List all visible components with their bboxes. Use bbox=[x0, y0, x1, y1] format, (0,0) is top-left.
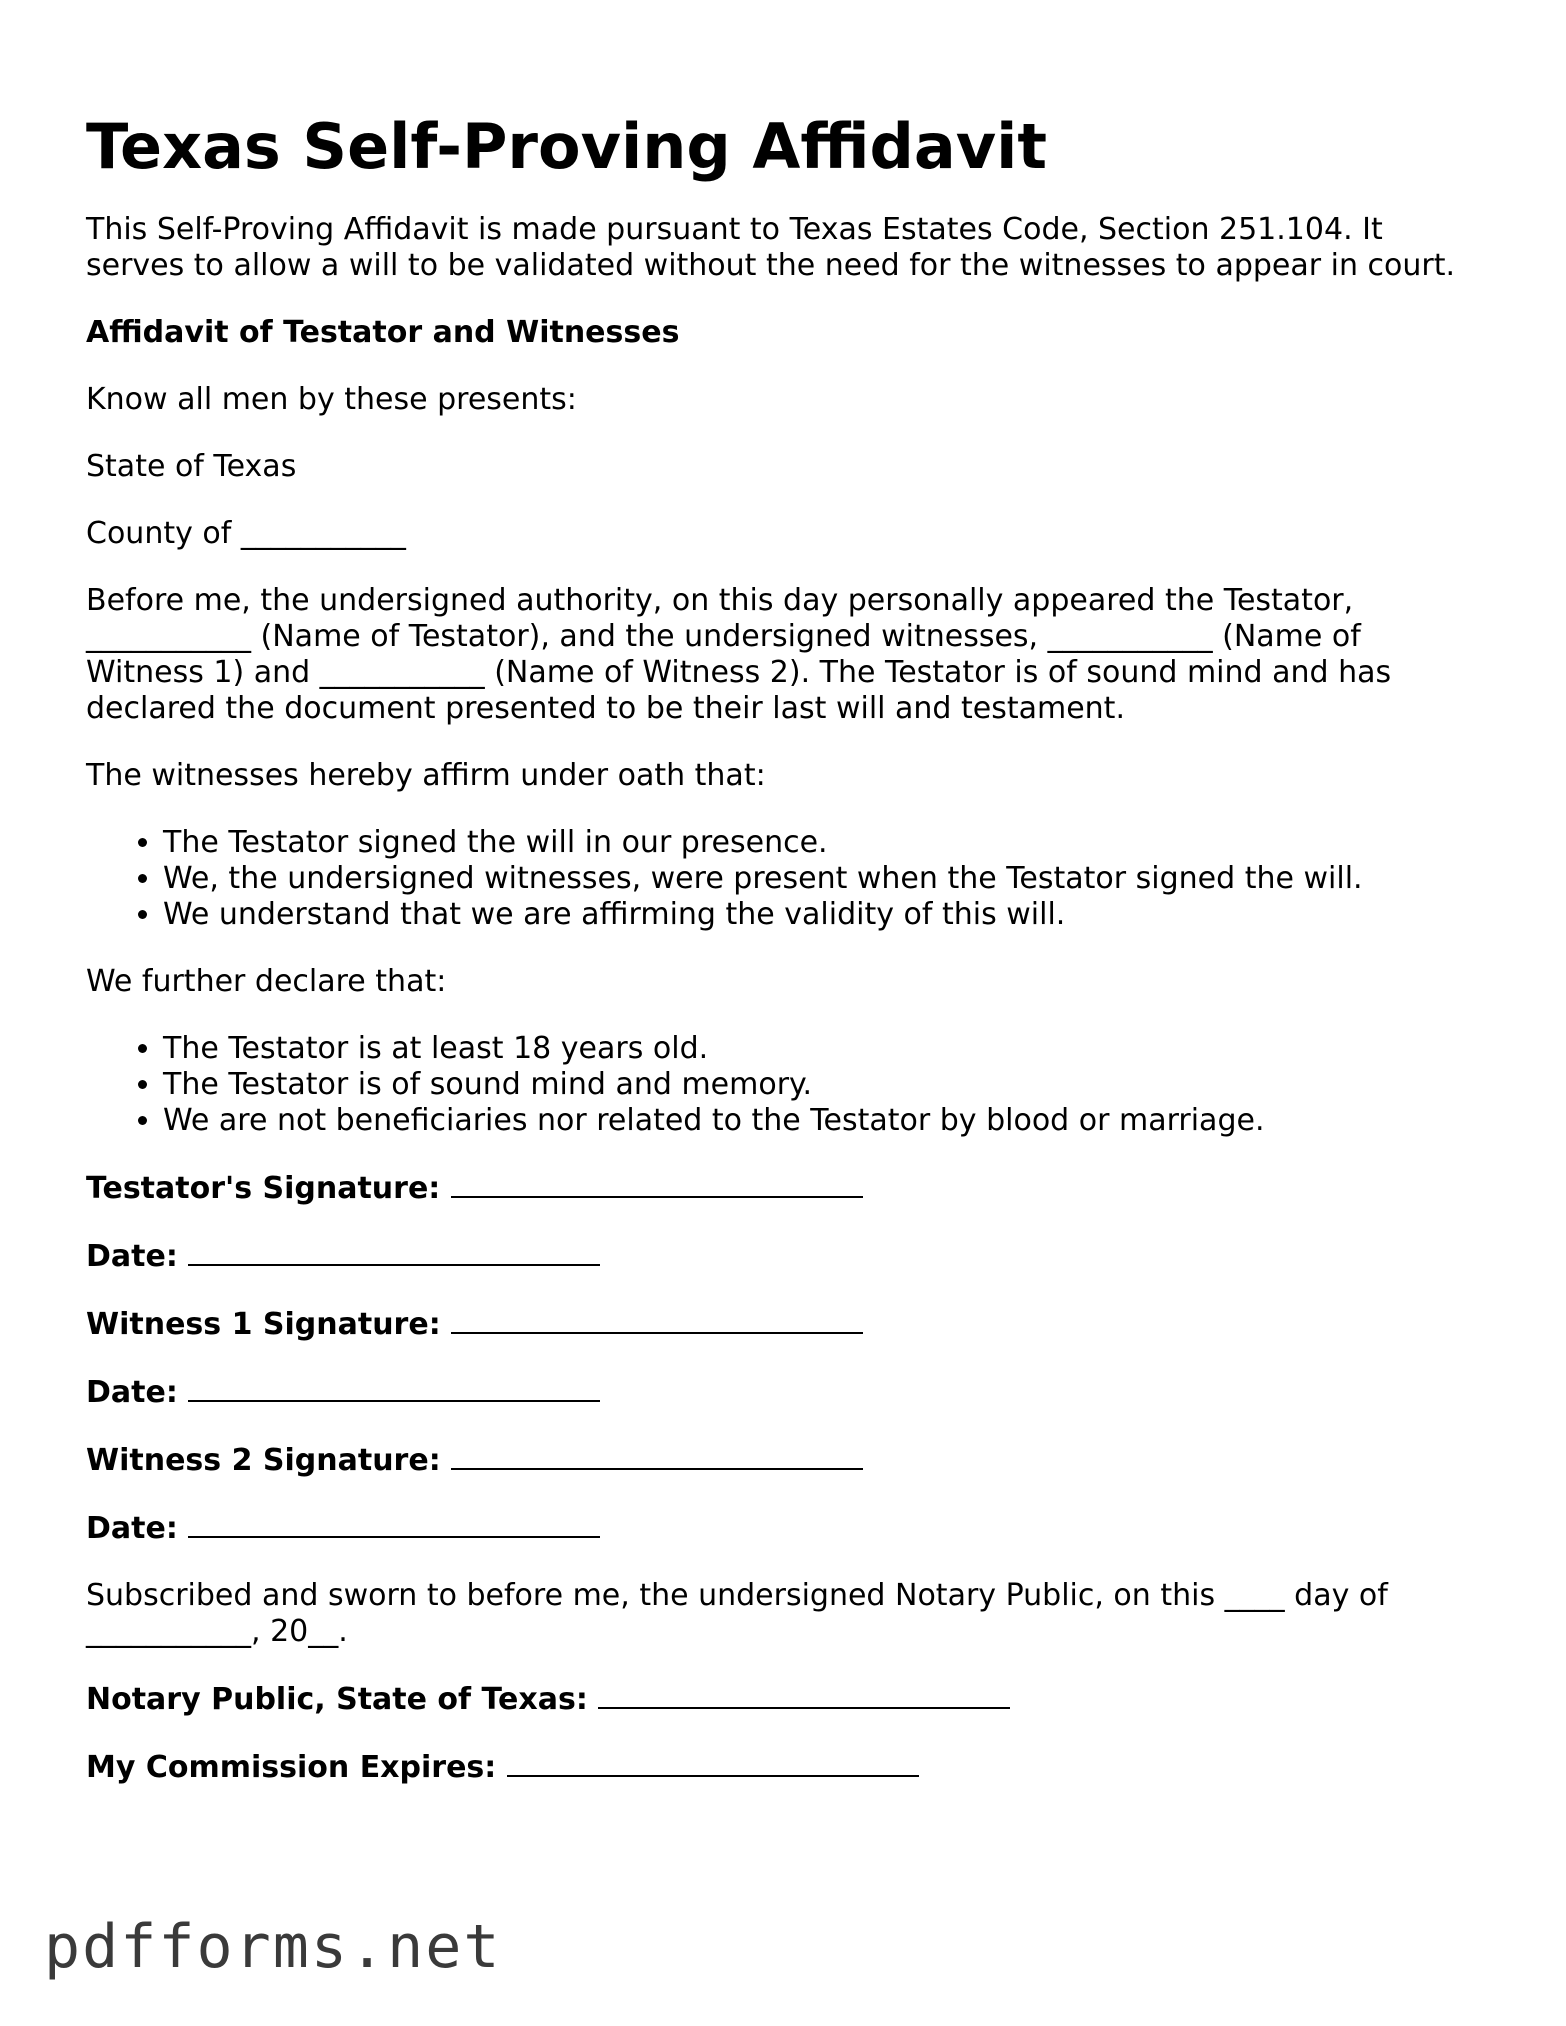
date-label: Date: bbox=[86, 1511, 178, 1546]
date-label: Date: bbox=[86, 1375, 178, 1410]
list-item: • We understand that we are affirming the validity of this will. bbox=[163, 897, 1486, 933]
date-label: Date: bbox=[86, 1239, 178, 1274]
testator-date-field[interactable] bbox=[188, 1238, 600, 1266]
witness2-date-field[interactable] bbox=[188, 1510, 600, 1538]
notary-label: Notary Public, State of Texas: bbox=[86, 1682, 588, 1717]
state-line: State of Texas bbox=[86, 449, 297, 484]
list-item: • The Testator is of sound mind and memory. bbox=[163, 1067, 1486, 1103]
testator-date-row bbox=[86, 1238, 1486, 1275]
affirm-list bbox=[86, 825, 1486, 933]
witness2-signature-field[interactable] bbox=[451, 1442, 863, 1470]
section-heading: Affidavit of Testator and Witnesses bbox=[86, 315, 680, 350]
testator-signature-field[interactable] bbox=[451, 1170, 863, 1198]
before-me-paragraph: Before me, the undersigned authority, on this day personally appeared the Testator, ___________ (Name of Testator), and the undersigned witnesses, ___________ (Name of Witness 1) and ___________ (Name of Witness 2). The Testator is of sound mind and has declared the document presented to be their last will and testament. bbox=[86, 583, 1392, 726]
notary-signature-field[interactable] bbox=[598, 1681, 1010, 1709]
notary-row bbox=[86, 1681, 1486, 1718]
notary-sworn-paragraph: Subscribed and sworn to before me, the undersigned Notary Public, on this ____ day of ___________, 20__. bbox=[86, 1578, 1388, 1649]
list-item: • We, the undersigned witnesses, were present when the Testator signed the will. bbox=[163, 861, 1486, 897]
declare-list bbox=[86, 1031, 1486, 1139]
document-page bbox=[86, 104, 1486, 1786]
document-title: Texas Self-Proving Affidavit bbox=[86, 110, 1048, 183]
commission-expires-field[interactable] bbox=[507, 1749, 919, 1777]
know-all-line: Know all men by these presents: bbox=[86, 382, 577, 417]
witness1-date-field[interactable] bbox=[188, 1374, 600, 1402]
further-declare-intro: We further declare that: bbox=[86, 964, 447, 999]
list-item: • The Testator signed the will in our presence. bbox=[163, 825, 1486, 861]
witness1-signature-label: Witness 1 Signature: bbox=[86, 1307, 441, 1342]
testator-signature-label: Testator's Signature: bbox=[86, 1171, 441, 1206]
witness-affirm-intro: The witnesses hereby affirm under oath that: bbox=[86, 758, 766, 793]
witness1-signature-field[interactable] bbox=[451, 1306, 863, 1334]
watermark-logo: pdfforms.net bbox=[44, 1912, 502, 1982]
commission-row bbox=[86, 1749, 1486, 1786]
witness2-date-row bbox=[86, 1510, 1486, 1547]
county-line: County of ___________ bbox=[86, 516, 406, 551]
witness1-date-row bbox=[86, 1374, 1486, 1411]
testator-signature-row bbox=[86, 1170, 1486, 1207]
intro-paragraph: This Self-Proving Affidavit is made pursuant to Texas Estates Code, Section 251.104. It serves to allow a will to be validated without the need for the witnesses to appear in court. bbox=[86, 212, 1455, 283]
commission-label: My Commission Expires: bbox=[86, 1750, 497, 1785]
list-item: • We are not beneficiaries nor related to the Testator by blood or marriage. bbox=[163, 1103, 1486, 1139]
witness2-signature-label: Witness 2 Signature: bbox=[86, 1443, 441, 1478]
witness2-signature-row bbox=[86, 1442, 1486, 1479]
list-item: • The Testator is at least 18 years old. bbox=[163, 1031, 1486, 1067]
witness1-signature-row bbox=[86, 1306, 1486, 1343]
